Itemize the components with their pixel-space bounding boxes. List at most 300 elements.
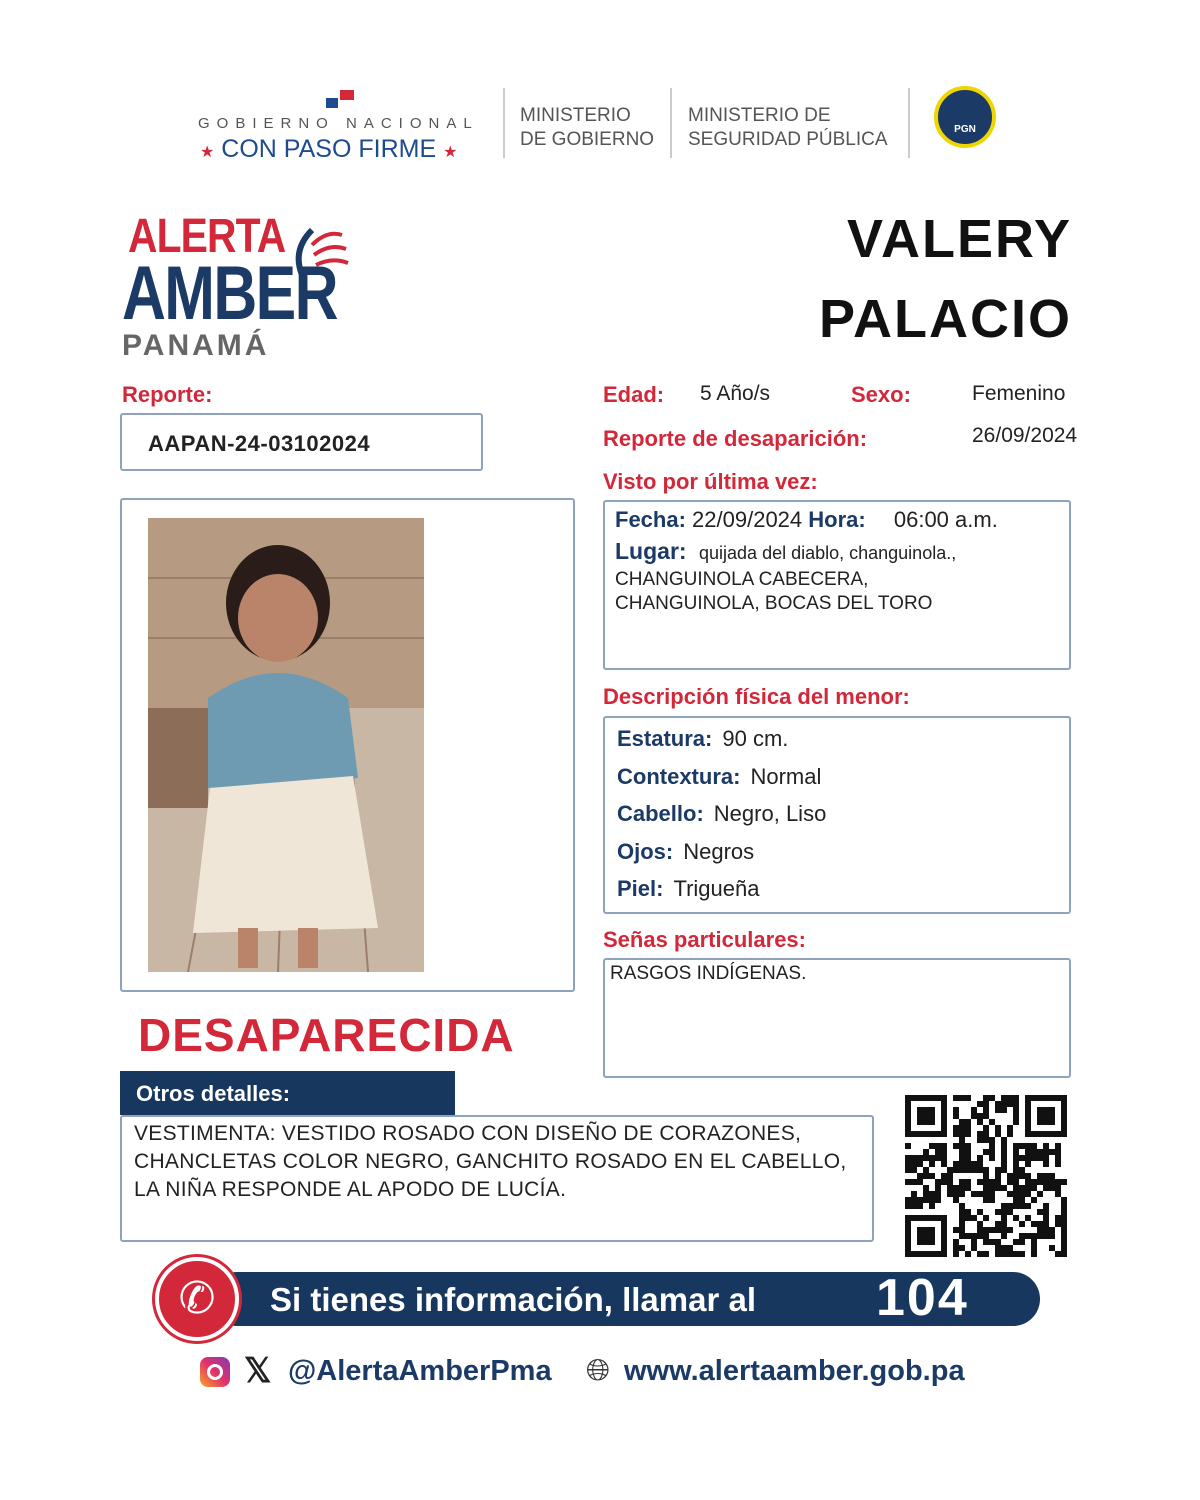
other-details-title: Otros detalles: <box>136 1081 291 1106</box>
qr-module <box>941 1149 947 1155</box>
qr-module <box>953 1185 959 1191</box>
qr-finder <box>917 1227 935 1245</box>
qr-module <box>983 1251 989 1257</box>
qr-module <box>971 1215 977 1221</box>
qr-module <box>905 1203 911 1209</box>
call-number[interactable]: 104 <box>876 1269 969 1327</box>
qr-module <box>959 1191 965 1197</box>
qr-module <box>977 1221 983 1227</box>
qr-module <box>989 1197 995 1203</box>
qr-module <box>905 1197 911 1203</box>
place-line1: quijada del diablo, changuinola., <box>699 543 957 563</box>
qr-module <box>923 1173 929 1179</box>
qr-module <box>1007 1125 1013 1131</box>
qr-module <box>917 1161 923 1167</box>
call-bar <box>210 1269 1040 1327</box>
qr-module <box>1019 1251 1025 1257</box>
qr-module <box>995 1125 1001 1131</box>
qr-module <box>1025 1191 1031 1197</box>
gov-flag-icon <box>326 90 356 108</box>
ministry-line: MINISTERIO <box>520 105 631 126</box>
qr-module <box>971 1191 977 1197</box>
place-label: Lugar: <box>615 538 687 564</box>
qr-module <box>983 1197 989 1203</box>
qr-module <box>1025 1161 1031 1167</box>
qr-finder <box>1037 1107 1055 1125</box>
qr-module <box>971 1233 977 1239</box>
status-missing: DESAPARECIDA <box>138 1009 515 1061</box>
qr-module <box>935 1155 941 1161</box>
qr-module <box>1007 1179 1013 1185</box>
qr-module <box>923 1191 929 1197</box>
qr-module <box>1031 1239 1037 1245</box>
qr-module <box>983 1239 989 1245</box>
qr-module <box>977 1227 983 1233</box>
qr-module <box>1025 1185 1031 1191</box>
qr-module <box>959 1227 965 1233</box>
qr-module <box>1043 1221 1049 1227</box>
call-text: Si tienes información, llamar al <box>270 1281 756 1318</box>
last-seen-box <box>603 500 1071 670</box>
qr-module <box>953 1107 959 1113</box>
qr-module <box>989 1155 995 1161</box>
qr-module <box>911 1167 917 1173</box>
qr-module <box>1019 1197 1025 1203</box>
qr-module <box>1013 1107 1019 1113</box>
ministry-line: DE GOBIERNO <box>520 129 655 150</box>
qr-module <box>935 1185 941 1191</box>
qr-module <box>1043 1155 1049 1161</box>
qr-module <box>1043 1143 1049 1149</box>
qr-code[interactable] <box>905 1095 1067 1257</box>
qr-module <box>1049 1245 1055 1251</box>
qr-module <box>1043 1161 1049 1167</box>
qr-module <box>1019 1185 1025 1191</box>
qr-module <box>959 1137 965 1143</box>
date-label: Fecha: <box>615 507 686 532</box>
qr-module <box>977 1119 983 1125</box>
qr-module <box>965 1155 971 1161</box>
qr-module <box>953 1095 959 1101</box>
qr-module <box>1055 1221 1061 1227</box>
qr-module <box>911 1197 917 1203</box>
qr-module <box>1061 1227 1067 1233</box>
hair-label: Cabello: <box>617 801 704 826</box>
last-seen-title: Visto por última vez: <box>603 469 818 494</box>
qr-module <box>995 1251 1001 1257</box>
qr-module <box>1013 1197 1019 1203</box>
qr-module <box>1055 1191 1061 1197</box>
qr-module <box>947 1185 953 1191</box>
qr-module <box>923 1149 929 1155</box>
qr-module <box>935 1191 941 1197</box>
qr-module <box>953 1113 959 1119</box>
skin-value: Trigueña <box>673 876 760 901</box>
qr-module <box>995 1107 1001 1113</box>
qr-finder <box>917 1107 935 1125</box>
ministry-gobierno <box>520 104 654 152</box>
qr-module <box>959 1155 965 1161</box>
qr-module <box>1025 1173 1031 1179</box>
sex-value: Femenino <box>972 382 1066 405</box>
qr-module <box>953 1239 959 1245</box>
qr-module <box>995 1239 1001 1245</box>
qr-module <box>1061 1197 1067 1203</box>
qr-module <box>1001 1167 1007 1173</box>
qr-module <box>1001 1233 1007 1239</box>
qr-module <box>1037 1209 1043 1215</box>
qr-module <box>953 1191 959 1197</box>
qr-module <box>1061 1203 1067 1209</box>
qr-module <box>1013 1113 1019 1119</box>
qr-module <box>1013 1155 1019 1161</box>
qr-module <box>941 1179 947 1185</box>
qr-module <box>1043 1203 1049 1209</box>
other-details-box <box>120 1115 874 1242</box>
qr-module <box>977 1191 983 1197</box>
qr-module <box>1001 1245 1007 1251</box>
qr-module <box>947 1179 953 1185</box>
qr-module <box>929 1155 935 1161</box>
qr-module <box>959 1215 965 1221</box>
qr-module <box>989 1239 995 1245</box>
qr-module <box>965 1215 971 1221</box>
qr-module <box>959 1221 965 1227</box>
qr-module <box>995 1245 1001 1251</box>
qr-module <box>1019 1167 1025 1173</box>
qr-module <box>1025 1179 1031 1185</box>
qr-module <box>977 1179 983 1185</box>
qr-module <box>983 1125 989 1131</box>
qr-module <box>965 1149 971 1155</box>
qr-module <box>1061 1233 1067 1239</box>
qr-module <box>911 1203 917 1209</box>
qr-module <box>1007 1251 1013 1257</box>
qr-module <box>1031 1155 1037 1161</box>
qr-module <box>1037 1173 1043 1179</box>
qr-module <box>1013 1101 1019 1107</box>
qr-module <box>1019 1239 1025 1245</box>
qr-module <box>977 1233 983 1239</box>
qr-module <box>983 1179 989 1185</box>
qr-module <box>1031 1149 1037 1155</box>
qr-module <box>1019 1173 1025 1179</box>
build-label: Contextura: <box>617 764 741 789</box>
qr-module <box>1049 1233 1055 1239</box>
qr-module <box>1025 1155 1031 1161</box>
qr-module <box>959 1095 965 1101</box>
qr-module <box>965 1179 971 1185</box>
qr-module <box>1025 1143 1031 1149</box>
qr-module <box>983 1107 989 1113</box>
qr-module <box>929 1143 935 1149</box>
qr-module <box>935 1149 941 1155</box>
qr-module <box>1043 1233 1049 1239</box>
qr-module <box>1001 1155 1007 1161</box>
qr-module <box>989 1191 995 1197</box>
qr-module <box>1061 1179 1067 1185</box>
report-code-box <box>120 413 483 471</box>
qr-module <box>917 1197 923 1203</box>
qr-module <box>977 1131 983 1137</box>
qr-module <box>965 1233 971 1239</box>
photo-frame <box>120 498 575 992</box>
qr-module <box>1001 1161 1007 1167</box>
qr-module <box>953 1251 959 1257</box>
qr-module <box>983 1101 989 1107</box>
qr-module <box>1013 1191 1019 1197</box>
qr-module <box>953 1143 959 1149</box>
qr-module <box>959 1245 965 1251</box>
qr-module <box>1037 1233 1043 1239</box>
qr-module <box>947 1173 953 1179</box>
qr-module <box>1025 1149 1031 1155</box>
qr-module <box>983 1173 989 1179</box>
qr-module <box>989 1149 995 1155</box>
qr-module <box>935 1197 941 1203</box>
qr-module <box>1013 1119 1019 1125</box>
qr-module <box>923 1155 929 1161</box>
qr-module <box>995 1179 1001 1185</box>
gov-slogan: CON PASO FIRME <box>221 135 437 163</box>
qr-module <box>965 1209 971 1215</box>
skin-label: Piel: <box>617 876 664 901</box>
qr-module <box>1043 1209 1049 1215</box>
qr-module <box>905 1167 911 1173</box>
qr-module <box>977 1251 983 1257</box>
qr-module <box>983 1215 989 1221</box>
qr-module <box>953 1161 959 1167</box>
qr-module <box>929 1203 935 1209</box>
qr-module <box>1019 1233 1025 1239</box>
qr-module <box>971 1107 977 1113</box>
qr-module <box>1037 1221 1043 1227</box>
report-label: Reporte: <box>122 382 213 407</box>
qr-module <box>977 1137 983 1143</box>
qr-module <box>1013 1239 1019 1245</box>
qr-module <box>923 1185 929 1191</box>
qr-module <box>929 1161 935 1167</box>
qr-module <box>1031 1179 1037 1185</box>
report-code: AAPAN-24-03102024 <box>148 431 371 456</box>
time-label: Hora: <box>808 507 866 532</box>
place-line3: CHANGUINOLA, BOCAS DEL TORO <box>615 593 933 614</box>
other-details-text: VESTIMENTA: VESTIDO ROSADO CON DISEÑO DE CORAZONES, CHANCLETAS COLOR NEGRO, GANCHITO ROSADO EN EL CABELLO, LA NIÑA RESPONDE AL APODO DE LUCÍA. <box>134 1122 847 1201</box>
qr-module <box>1043 1185 1049 1191</box>
qr-module <box>977 1161 983 1167</box>
qr-module <box>905 1161 911 1167</box>
qr-module <box>923 1197 929 1203</box>
qr-module <box>1013 1203 1019 1209</box>
qr-module <box>1013 1167 1019 1173</box>
qr-module <box>905 1155 911 1161</box>
qr-module <box>1037 1227 1043 1233</box>
qr-module <box>1061 1245 1067 1251</box>
qr-module <box>1049 1227 1055 1233</box>
qr-module <box>905 1179 911 1185</box>
qr-module <box>959 1119 965 1125</box>
qr-module <box>1055 1251 1061 1257</box>
qr-module <box>965 1185 971 1191</box>
qr-module <box>983 1137 989 1143</box>
qr-module <box>1007 1209 1013 1215</box>
qr-module <box>935 1143 941 1149</box>
qr-module <box>947 1167 953 1173</box>
qr-module <box>1013 1149 1019 1155</box>
qr-module <box>959 1179 965 1185</box>
signal-waves-icon <box>282 215 352 285</box>
qr-module <box>941 1143 947 1149</box>
qr-module <box>953 1167 959 1173</box>
qr-module <box>1013 1173 1019 1179</box>
qr-module <box>911 1191 917 1197</box>
qr-module <box>1025 1203 1031 1209</box>
qr-module <box>983 1233 989 1239</box>
marks-box <box>603 958 1071 1078</box>
qr-module <box>995 1185 1001 1191</box>
qr-module <box>941 1173 947 1179</box>
qr-module <box>1043 1173 1049 1179</box>
qr-module <box>1013 1215 1019 1221</box>
qr-module <box>1001 1185 1007 1191</box>
qr-module <box>929 1197 935 1203</box>
qr-module <box>977 1167 983 1173</box>
qr-module <box>995 1101 1001 1107</box>
qr-module <box>1055 1179 1061 1185</box>
seal-text: PGN <box>954 124 976 135</box>
qr-module <box>977 1155 983 1161</box>
globe-icon: 🌐︎ <box>586 1354 610 1387</box>
place-line2: CHANGUINOLA CABECERA, <box>615 569 869 590</box>
qr-module <box>1013 1095 1019 1101</box>
qr-module <box>1013 1143 1019 1149</box>
first-name: VALERY <box>846 209 1072 269</box>
qr-module <box>1001 1215 1007 1221</box>
qr-module <box>1049 1149 1055 1155</box>
qr-module <box>1055 1155 1061 1161</box>
qr-module <box>1013 1251 1019 1257</box>
qr-module <box>1049 1179 1055 1185</box>
qr-module <box>1031 1251 1037 1257</box>
qr-module <box>1001 1143 1007 1149</box>
alerta-amber-logo <box>122 210 362 365</box>
website-link[interactable]: www.alertaamber.gob.pa <box>624 1355 965 1387</box>
qr-module <box>965 1143 971 1149</box>
qr-module <box>989 1143 995 1149</box>
qr-module <box>1061 1209 1067 1215</box>
qr-module <box>1043 1149 1049 1155</box>
qr-module <box>1001 1251 1007 1257</box>
qr-module <box>1043 1215 1049 1221</box>
report-date-label: Reporte de desaparición: <box>603 426 868 451</box>
qr-module <box>953 1197 959 1203</box>
logo-alerta: ALERTA <box>128 210 286 263</box>
qr-module <box>995 1227 1001 1233</box>
build-value: Normal <box>750 764 822 789</box>
qr-module <box>1007 1191 1013 1197</box>
qr-module <box>1001 1203 1007 1209</box>
qr-module <box>1007 1101 1013 1107</box>
qr-module <box>1055 1149 1061 1155</box>
qr-module <box>1001 1101 1007 1107</box>
qr-module <box>1013 1161 1019 1167</box>
qr-module <box>965 1095 971 1101</box>
qr-module <box>953 1245 959 1251</box>
qr-module <box>929 1191 935 1197</box>
qr-module <box>959 1149 965 1155</box>
qr-module <box>917 1203 923 1209</box>
time-value: 06:00 a.m. <box>893 507 998 532</box>
qr-module <box>989 1119 995 1125</box>
height-label: Estatura: <box>617 726 713 751</box>
qr-module <box>1061 1221 1067 1227</box>
pgn-seal-logo <box>934 86 996 148</box>
age-value: 5 Año/s <box>700 382 771 405</box>
eyes-value: Negros <box>683 839 755 864</box>
qr-module <box>917 1173 923 1179</box>
age-label: Edad: <box>603 382 665 407</box>
qr-module <box>1007 1095 1013 1101</box>
social-handle[interactable]: @AlertaAmberPma <box>288 1355 552 1387</box>
qr-module <box>1043 1227 1049 1233</box>
logo-panama: PANAMÁ <box>122 329 270 362</box>
qr-module <box>989 1137 995 1143</box>
qr-module <box>1049 1173 1055 1179</box>
qr-module <box>995 1167 1001 1173</box>
qr-module <box>983 1167 989 1173</box>
qr-module <box>1001 1227 1007 1233</box>
ministry-line: SEGURIDAD PÚBLICA <box>688 129 888 150</box>
qr-module <box>935 1179 941 1185</box>
qr-module <box>1013 1179 1019 1185</box>
qr-module <box>1031 1221 1037 1227</box>
qr-module <box>977 1101 983 1107</box>
date-value: 22/09/2024 <box>692 507 803 532</box>
phone-icon[interactable]: ✆ <box>155 1257 239 1341</box>
qr-module <box>917 1179 923 1185</box>
qr-module <box>965 1131 971 1137</box>
qr-module <box>911 1161 917 1167</box>
qr-module <box>1061 1215 1067 1221</box>
qr-module <box>1037 1149 1043 1155</box>
qr-module <box>989 1095 995 1101</box>
qr-module <box>971 1161 977 1167</box>
x-icon[interactable]: 𝕏 <box>244 1352 272 1390</box>
qr-module <box>995 1209 1001 1215</box>
qr-module <box>917 1155 923 1161</box>
qr-module <box>971 1113 977 1119</box>
qr-module <box>983 1191 989 1197</box>
qr-code-graphic <box>905 1095 1067 1257</box>
qr-module <box>953 1227 959 1233</box>
qr-module <box>977 1209 983 1215</box>
hair-value: Negro, Liso <box>713 801 827 826</box>
qr-module <box>1007 1131 1013 1137</box>
qr-module <box>929 1173 935 1179</box>
qr-module <box>1007 1245 1013 1251</box>
physical-title: Descripción física del menor: <box>603 684 910 709</box>
other-details-header <box>120 1071 455 1115</box>
instagram-icon[interactable] <box>200 1357 230 1387</box>
qr-module <box>983 1095 989 1101</box>
qr-module <box>953 1131 959 1137</box>
qr-module <box>941 1155 947 1161</box>
qr-module <box>1007 1203 1013 1209</box>
qr-module <box>965 1119 971 1125</box>
child-photo <box>148 518 424 972</box>
report-date-value: 26/09/2024 <box>972 424 1078 447</box>
qr-module <box>983 1131 989 1137</box>
